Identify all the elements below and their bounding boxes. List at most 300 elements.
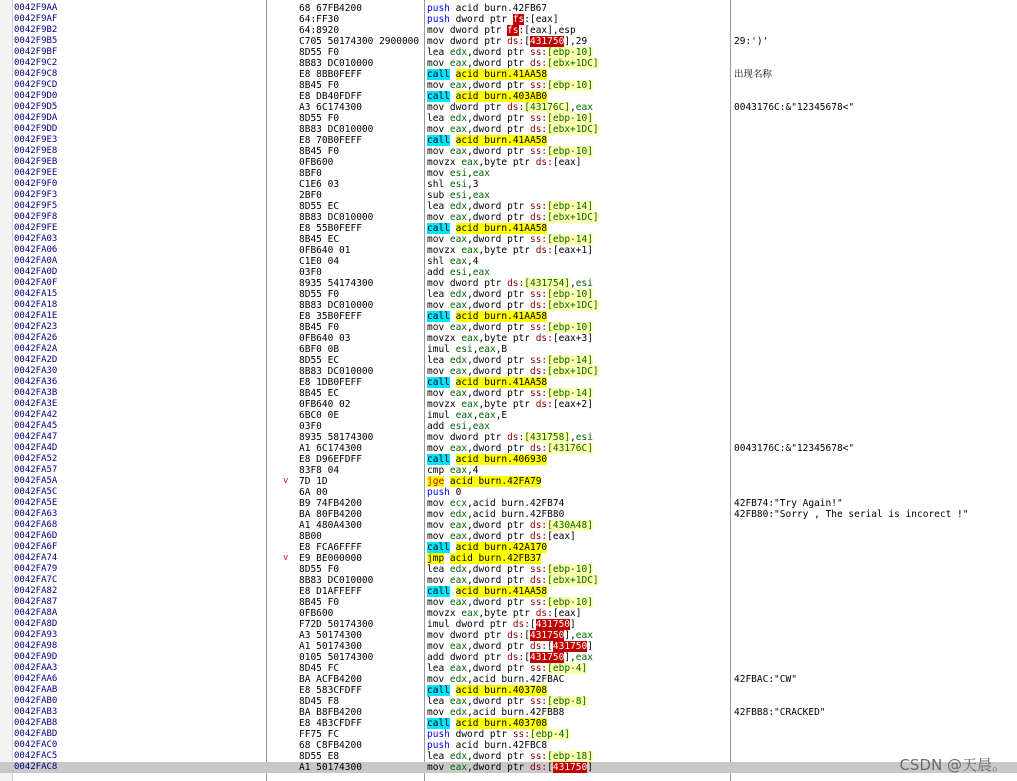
instruction-token: ,acid burn.42FB80	[467, 509, 565, 520]
row-comment: 42FBB8:"CRACKED"	[734, 707, 826, 718]
row-bytes: 64:FF30	[299, 14, 340, 25]
disasm-row[interactable]	[0, 300, 1017, 311]
instruction-token: [ebp-10]	[547, 322, 593, 333]
disasm-row[interactable]	[0, 465, 1017, 476]
instruction-token: ss:	[529, 113, 548, 124]
row-address: 0042FAA3	[14, 663, 58, 673]
row-bytes: 8B83 DC010000	[299, 58, 374, 69]
instruction-token: lea	[427, 751, 450, 762]
instruction-token: edx	[449, 707, 468, 718]
instruction-token: [	[524, 652, 530, 663]
instruction-token	[450, 69, 456, 80]
row-bytes: E8 DB40FDFF	[299, 91, 362, 102]
instruction-token: push	[427, 3, 456, 14]
row-address: 0042FA74	[14, 553, 58, 563]
jump-arrow-icon	[283, 509, 297, 520]
instruction-token: imul dword ptr	[427, 619, 513, 630]
disasm-row[interactable]	[0, 586, 1017, 597]
instruction-token	[450, 223, 456, 234]
instruction-token: ,dword ptr	[467, 564, 530, 575]
row-instruction	[427, 410, 730, 421]
instruction-token: movzx	[427, 399, 462, 410]
instruction-token: ,dword ptr	[467, 146, 530, 157]
jump-arrow-icon	[283, 630, 297, 641]
row-bytes: BA 80FB4200	[299, 509, 362, 520]
instruction-token: ecx	[449, 498, 468, 509]
disasm-row[interactable]	[0, 113, 1017, 124]
row-instruction	[427, 36, 730, 47]
row-instruction	[427, 377, 730, 388]
disasm-row[interactable]	[0, 443, 1017, 454]
disasm-row[interactable]	[0, 36, 1017, 47]
row-instruction	[427, 344, 730, 355]
disasm-row[interactable]	[0, 410, 1017, 421]
instruction-token: mov	[427, 366, 450, 377]
instruction-token: eax	[449, 663, 468, 674]
row-address: 0042FA3B	[14, 388, 58, 398]
disasm-row[interactable]	[0, 399, 1017, 410]
disasm-row[interactable]	[0, 190, 1017, 201]
row-bytes: 6BF0 0B	[299, 344, 340, 355]
row-bytes: 8B45 F0	[299, 597, 340, 608]
instruction-token: edx	[449, 289, 468, 300]
jump-arrow-icon	[283, 300, 297, 311]
jump-arrow-icon	[283, 432, 297, 443]
disasm-row[interactable]	[0, 432, 1017, 443]
instruction-token: acid burn.41AA58	[455, 135, 548, 146]
instruction-token: movzx	[427, 157, 462, 168]
disasm-row[interactable]	[0, 707, 1017, 718]
instruction-token: 431750	[529, 630, 565, 641]
row-comment	[734, 344, 1017, 355]
row-comment	[734, 113, 1017, 124]
disasm-row[interactable]	[0, 289, 1017, 300]
row-bytes: E8 4B3CFDFF	[299, 718, 362, 729]
row-bytes: 8B45 F0	[299, 146, 340, 157]
row-instruction	[427, 476, 730, 487]
instruction-token: [ebp-10]	[547, 47, 593, 58]
row-bytes: 7D 1D	[299, 476, 328, 487]
instruction-token: eax	[472, 267, 490, 278]
row-instruction	[427, 47, 730, 58]
disasm-row[interactable]	[0, 674, 1017, 685]
row-bytes: E8 70B0FEFF	[299, 135, 362, 146]
instruction-token: [ebp-4]	[547, 663, 588, 674]
row-bytes: C1E6 03	[299, 179, 340, 190]
instruction-token: ds:	[529, 641, 548, 652]
disasm-row[interactable]	[0, 47, 1017, 58]
jump-arrow-icon	[283, 245, 297, 256]
instruction-token: imul	[427, 410, 456, 421]
jump-arrow-icon	[283, 179, 297, 190]
instruction-token: mov	[427, 322, 450, 333]
jump-arrow-icon	[283, 344, 297, 355]
disasm-row[interactable]	[0, 168, 1017, 179]
instruction-token: ss:	[529, 751, 548, 762]
row-instruction	[427, 300, 730, 311]
instruction-token: eax	[461, 333, 479, 344]
instruction-token: shl	[427, 256, 450, 267]
disasm-row[interactable]	[0, 476, 1017, 487]
disasm-row[interactable]	[0, 718, 1017, 729]
instruction-token: acid burn.42FA79	[449, 476, 542, 487]
instruction-token: eax	[478, 410, 496, 421]
row-comment	[734, 421, 1017, 432]
instruction-token: push	[427, 14, 456, 25]
instruction-token: eax	[461, 399, 479, 410]
disasm-row[interactable]	[0, 135, 1017, 146]
jump-arrow-icon	[283, 102, 297, 113]
row-bytes: 8B83 DC010000	[299, 575, 374, 586]
instruction-token: ss:	[529, 201, 548, 212]
disasm-row[interactable]	[0, 102, 1017, 113]
row-bytes: 8BF0	[299, 168, 322, 179]
row-address: 0042F9F8	[14, 212, 58, 222]
instruction-token: eax	[449, 212, 468, 223]
row-comment: 42FB80:"Sorry , The serial is incorect !"	[734, 509, 969, 520]
jump-arrow-icon	[283, 586, 297, 597]
row-comment: 42FBAC:"CW"	[734, 674, 797, 685]
jump-arrow-icon	[283, 399, 297, 410]
disasm-row[interactable]	[0, 553, 1017, 564]
disasm-row[interactable]	[0, 366, 1017, 377]
disasm-row[interactable]	[0, 69, 1017, 80]
instruction-token: shl	[427, 179, 450, 190]
row-comment	[734, 564, 1017, 575]
row-bytes: FF75 FC	[299, 729, 340, 740]
disasm-row[interactable]	[0, 520, 1017, 531]
instruction-token: eax	[449, 597, 468, 608]
disasm-row[interactable]	[0, 729, 1017, 740]
instruction-token: eax	[461, 245, 479, 256]
disasm-row[interactable]	[0, 652, 1017, 663]
jump-arrow-icon	[283, 36, 297, 47]
disasm-row[interactable]	[0, 80, 1017, 91]
row-bytes: 68 C8FB4200	[299, 740, 362, 751]
instruction-token: eax	[449, 575, 468, 586]
jump-arrow-icon	[283, 157, 297, 168]
row-comment	[734, 410, 1017, 421]
row-instruction	[427, 586, 730, 597]
disasm-row[interactable]	[0, 421, 1017, 432]
row-comment	[734, 234, 1017, 245]
disasm-row[interactable]	[0, 91, 1017, 102]
row-bytes: C705 50174300 2900000	[299, 36, 419, 47]
disasm-row[interactable]	[0, 531, 1017, 542]
instruction-token: cmp	[427, 465, 450, 476]
instruction-token: ,byte ptr	[478, 333, 536, 344]
instruction-token: ,dword ptr	[467, 641, 530, 652]
row-bytes: 8B83 DC010000	[299, 366, 374, 377]
jump-arrow-icon	[283, 674, 297, 685]
instruction-token: [ebp-10]	[547, 146, 593, 157]
disasm-row[interactable]	[0, 740, 1017, 751]
disasm-row[interactable]	[0, 641, 1017, 652]
row-comment	[734, 157, 1017, 168]
instruction-token: call	[427, 718, 450, 729]
instruction-token: ]	[570, 619, 576, 630]
row-instruction	[427, 421, 730, 432]
disasm-row[interactable]	[0, 619, 1017, 630]
instruction-token: ss:	[529, 564, 548, 575]
row-bytes: 0FB600	[299, 157, 334, 168]
instruction-token: ,	[467, 267, 473, 278]
row-address: 0042F9EE	[14, 168, 58, 178]
row-bytes: 03F0	[299, 421, 322, 432]
row-bytes: E9 BE000000	[299, 553, 362, 564]
disasm-row[interactable]	[0, 498, 1017, 509]
row-instruction	[427, 674, 730, 685]
instruction-token: edx	[449, 113, 468, 124]
row-comment	[734, 311, 1017, 322]
disasm-row[interactable]	[0, 388, 1017, 399]
disasm-row[interactable]	[0, 377, 1017, 388]
instruction-token: ,dword ptr	[467, 751, 530, 762]
jump-arrow-icon	[283, 454, 297, 465]
instruction-token: acid burn.403AB0	[455, 91, 548, 102]
jump-arrow-icon	[283, 619, 297, 630]
jump-arrow-icon	[283, 641, 297, 652]
instruction-token: esi	[449, 179, 468, 190]
row-comment	[734, 333, 1017, 344]
row-address: 0042FA45	[14, 421, 58, 431]
disasm-row[interactable]	[0, 663, 1017, 674]
instruction-token: fs	[512, 14, 525, 25]
instruction-token: ,4	[467, 256, 479, 267]
instruction-token: eax	[449, 641, 468, 652]
instruction-token: mov dword ptr	[427, 278, 508, 289]
disasm-row[interactable]	[0, 454, 1017, 465]
instruction-token: [43176C]	[524, 102, 571, 113]
instruction-token: ,dword ptr	[467, 443, 530, 454]
row-address: 0042F9AA	[14, 3, 58, 13]
row-instruction	[427, 531, 730, 542]
row-instruction	[427, 685, 730, 696]
row-instruction	[427, 333, 730, 344]
jump-arrow-icon	[283, 135, 297, 146]
disasm-row[interactable]	[0, 509, 1017, 520]
instruction-token: ds:	[507, 102, 525, 113]
disasm-row[interactable]	[0, 179, 1017, 190]
disasm-row[interactable]	[0, 201, 1017, 212]
disasm-row[interactable]	[0, 696, 1017, 707]
row-bytes: 8D55 F0	[299, 289, 340, 300]
row-address: 0042FA36	[14, 377, 58, 387]
instruction-token: acid burn.41AA58	[455, 223, 548, 234]
row-bytes: 0FB640 02	[299, 399, 351, 410]
disasm-row[interactable]	[0, 322, 1017, 333]
instruction-token: [ebp-4]	[529, 729, 571, 740]
row-instruction	[427, 498, 730, 509]
jump-arrow-icon	[283, 740, 297, 751]
instruction-token: ds:	[529, 300, 548, 311]
instruction-token: acid burn.41AA58	[455, 586, 548, 597]
instruction-token: mov	[427, 531, 450, 542]
row-comment	[734, 223, 1017, 234]
instruction-token: eax	[575, 652, 593, 663]
disasm-row[interactable]	[0, 355, 1017, 366]
row-bytes: E8 8BB0FEFF	[299, 69, 362, 80]
row-instruction	[427, 553, 730, 564]
jump-arrow-icon	[283, 80, 297, 91]
row-instruction	[427, 278, 730, 289]
disasm-row[interactable]	[0, 234, 1017, 245]
disasm-row[interactable]	[0, 630, 1017, 641]
row-bytes: A3 50174300	[299, 630, 362, 641]
instruction-token: ],	[564, 652, 576, 663]
row-address: 0042FAC8	[14, 762, 58, 772]
row-bytes: 8B45 F0	[299, 322, 340, 333]
instruction-token: ds:	[535, 399, 553, 410]
instruction-token: eax	[449, 366, 468, 377]
instruction-token: esi	[575, 432, 593, 443]
row-instruction	[427, 223, 730, 234]
row-bytes: E8 35B0FEFF	[299, 311, 362, 322]
row-bytes: 8935 58174300	[299, 432, 374, 443]
disasm-row[interactable]	[0, 487, 1017, 498]
jump-arrow-icon	[283, 278, 297, 289]
disasm-row[interactable]	[0, 333, 1017, 344]
instruction-token: eax	[449, 388, 468, 399]
row-comment	[734, 245, 1017, 256]
row-comment	[734, 531, 1017, 542]
disasm-row[interactable]	[0, 267, 1017, 278]
jump-arrow-icon: v	[283, 553, 289, 563]
row-comment	[734, 377, 1017, 388]
instruction-token: ss:	[529, 696, 548, 707]
row-instruction	[427, 113, 730, 124]
row-address: 0042F9C8	[14, 69, 58, 79]
row-address: 0042F9E8	[14, 146, 58, 156]
instruction-token: eax	[449, 322, 468, 333]
disasm-row[interactable]	[0, 14, 1017, 25]
instruction-token: acid burn.42FB67	[455, 3, 548, 14]
instruction-token: mov	[427, 443, 450, 454]
disasm-row[interactable]	[0, 3, 1017, 14]
disasm-row[interactable]	[0, 223, 1017, 234]
instruction-token: acid burn.42FB37	[449, 553, 542, 564]
jump-arrow-icon	[283, 223, 297, 234]
instruction-token: ss:	[529, 234, 548, 245]
row-address: 0042FA4D	[14, 443, 58, 453]
row-bytes: BA ACFB4200	[299, 674, 362, 685]
disasm-row[interactable]	[0, 575, 1017, 586]
row-comment	[734, 47, 1017, 58]
row-bytes: 0105 50174300	[299, 652, 374, 663]
disasm-row[interactable]	[0, 157, 1017, 168]
instruction-token: ds:	[535, 333, 553, 344]
disasm-row[interactable]	[0, 597, 1017, 608]
instruction-token: ,dword ptr	[467, 520, 530, 531]
disasm-row[interactable]	[0, 564, 1017, 575]
row-instruction	[427, 443, 730, 454]
instruction-token: call	[427, 311, 450, 322]
disasm-row[interactable]	[0, 311, 1017, 322]
instruction-token: ,dword ptr	[467, 355, 530, 366]
row-bytes: 8B83 DC010000	[299, 212, 374, 223]
instruction-token: lea	[427, 47, 450, 58]
disasm-row[interactable]	[0, 751, 1017, 762]
row-comment	[734, 696, 1017, 707]
disasm-row[interactable]	[0, 542, 1017, 553]
row-instruction	[427, 388, 730, 399]
row-address: 0042FA82	[14, 586, 58, 596]
jump-arrow-icon	[283, 696, 297, 707]
row-bytes: 2BF0	[299, 190, 322, 201]
instruction-token: eax	[449, 696, 468, 707]
row-address: 0042FAB3	[14, 707, 58, 717]
instruction-token: mov dword ptr	[427, 36, 508, 47]
jump-arrow-icon	[283, 542, 297, 553]
disasm-row[interactable]	[0, 58, 1017, 69]
row-comment: 出现名称	[734, 69, 773, 80]
row-bytes: 8B83 DC010000	[299, 300, 374, 311]
jump-arrow-icon	[283, 311, 297, 322]
row-comment	[734, 630, 1017, 641]
disasm-row[interactable]	[0, 762, 1017, 773]
instruction-token: [431754]	[524, 278, 571, 289]
instruction-token: 431750	[552, 641, 588, 652]
row-address: 0042F9B5	[14, 36, 58, 46]
instruction-token: lea	[427, 564, 450, 575]
instruction-token: mov	[427, 674, 450, 685]
row-instruction	[427, 564, 730, 575]
row-instruction	[427, 201, 730, 212]
instruction-token: ,dword ptr	[467, 663, 530, 674]
jump-arrow-icon	[283, 377, 297, 388]
instruction-token: esi	[449, 190, 468, 201]
instruction-token: ss:	[529, 597, 548, 608]
disasm-row[interactable]	[0, 25, 1017, 36]
disasm-row[interactable]	[0, 256, 1017, 267]
disasm-row[interactable]	[0, 344, 1017, 355]
row-bytes: C1E0 04	[299, 256, 340, 267]
instruction-token: [ebp-10]	[547, 113, 593, 124]
disasm-row[interactable]	[0, 146, 1017, 157]
instruction-token: mov	[427, 641, 450, 652]
disasm-row[interactable]	[0, 608, 1017, 619]
row-address: 0042FA8D	[14, 619, 58, 629]
row-instruction	[427, 465, 730, 476]
instruction-token: ds:	[529, 575, 548, 586]
instruction-token: ds:	[529, 212, 548, 223]
instruction-token: ds:	[535, 157, 553, 168]
disasm-row[interactable]	[0, 278, 1017, 289]
instruction-token: 431750	[529, 652, 565, 663]
jump-arrow-icon	[283, 388, 297, 399]
row-instruction	[427, 619, 730, 630]
row-address: 0042FA23	[14, 322, 58, 332]
disasm-row[interactable]	[0, 124, 1017, 135]
instruction-token: ,dword ptr	[467, 58, 530, 69]
row-bytes: 8D55 EC	[299, 355, 340, 366]
row-comment	[734, 608, 1017, 619]
instruction-token	[450, 718, 456, 729]
instruction-token: [eax+2]	[552, 399, 593, 410]
jump-arrow-icon	[283, 256, 297, 267]
instruction-token: lea	[427, 201, 450, 212]
disasm-row[interactable]	[0, 245, 1017, 256]
row-comment	[734, 652, 1017, 663]
row-bytes: 8D45 F8	[299, 696, 340, 707]
row-instruction	[427, 58, 730, 69]
instruction-token	[450, 91, 456, 102]
row-instruction	[427, 542, 730, 553]
instruction-token: [ebp-14]	[547, 355, 593, 366]
disasm-row[interactable]	[0, 212, 1017, 223]
disasm-row[interactable]	[0, 685, 1017, 696]
jump-arrow-icon	[283, 531, 297, 542]
